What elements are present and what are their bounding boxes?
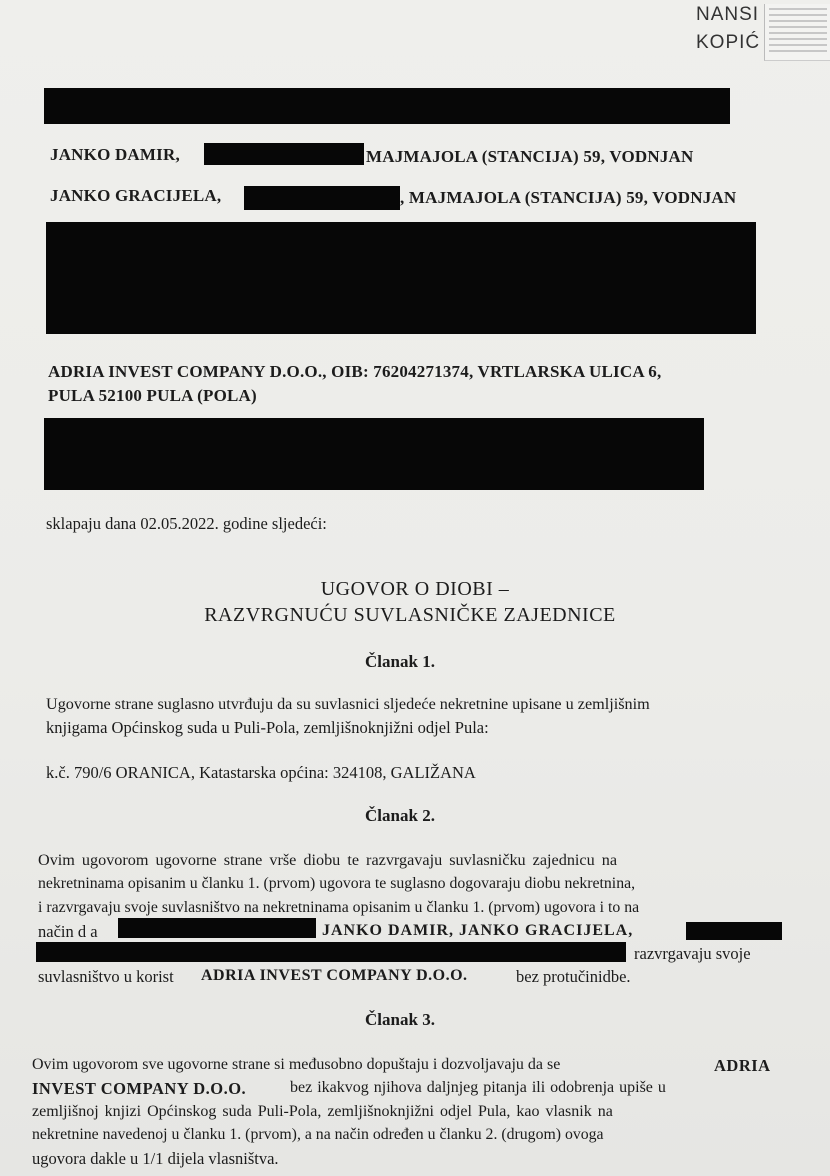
article-2-line-5-end: razvrgavaju svoje <box>634 944 751 963</box>
contract-title-line-2: RAZVRGNUĆU SUVLASNIČKE ZAJEDNICE <box>204 604 616 626</box>
intro-text: sklapaju dana 02.05.2022. godine sljedeći: <box>46 514 327 533</box>
article-1-property: k.č. 790/6 ORANICA, Katastarska općina: 324108, GALIŽANA <box>46 763 476 782</box>
redaction-bar <box>44 418 704 490</box>
party-1-name: JANKO DAMIR, <box>50 145 180 164</box>
article-2-line-2: nekretninama opisanim u članku 1. (prvom) ugovora te suglasno dogovaraju diobu nekretnina, <box>38 875 636 892</box>
contract-title-line-1: UGOVOR O DIOBI – <box>320 578 510 600</box>
redaction-bar <box>46 222 756 334</box>
article-3-line-3: zemljišnoj knjizi Općinskog suda Puli-Pola, zemljišnoknjižni odjel Pula, kao vlasnik na <box>32 1103 613 1120</box>
article-3-line-2-end: bez ikakvog njihova daljnjeg pitanja ili odobrenja upiše u <box>290 1079 666 1096</box>
article-3-company-part-1: ADRIA <box>714 1056 771 1075</box>
article-2-heading: Članak 2. <box>365 806 435 825</box>
party-2-name: JANKO GRACIJELA, <box>50 186 222 205</box>
article-2-line-6-start: suvlasništvo u korist <box>38 967 174 986</box>
redaction-bar <box>204 143 364 165</box>
company-line-2: PULA 52100 PULA (POLA) <box>48 386 257 405</box>
article-2-line-1: Ovim ugovorom ugovorne strane vrše diobu te razvrgavaju suvlasničku zajednicu na <box>38 851 618 869</box>
article-1-line-1: Ugovorne strane suglasno utvrđuju da su suvlasnici sljedeće nekretnine upisane u zemljišnim <box>46 695 650 713</box>
stamp-seal <box>764 4 830 61</box>
article-3-line-5: ugovora dakle u 1/1 dijela vlasništva. <box>32 1149 279 1168</box>
stamp-name-line2: KOPIĆ <box>696 32 761 53</box>
article-1-heading: Članak 1. <box>365 652 435 671</box>
redaction-bar <box>36 942 626 962</box>
article-3-company-part-2: INVEST COMPANY D.O.O. <box>32 1079 247 1098</box>
article-2-names: JANKO DAMIR, JANKO GRACIJELA, <box>322 922 634 939</box>
stamp-name-line1: NANSI <box>696 4 760 25</box>
article-2-company: ADRIA INVEST COMPANY D.O.O. <box>201 967 468 984</box>
party-1-address: MAJMAJOLA (STANCIJA) 59, VODNJAN <box>366 147 694 166</box>
redaction-bar <box>44 88 730 124</box>
redaction-bar <box>244 186 400 210</box>
company-line-1: ADRIA INVEST COMPANY D.O.O., OIB: 76204271374, VRTLARSKA ULICA 6, <box>48 362 662 381</box>
article-2-line-6-end: bez protučinidbe. <box>516 967 631 986</box>
article-2-line-3: i razvrgavaju svoje suvlasništvo na nekretninama opisanim u članku 1. (prvom) ugovora i to na <box>38 899 640 916</box>
party-2-address: , MAJMAJOLA (STANCIJA) 59, VODNJAN <box>400 188 737 207</box>
article-2-line-4-start: način d a <box>38 922 98 941</box>
redaction-bar <box>118 918 316 938</box>
article-3-line-4: nekretnine navedenoj u članku 1. (prvom), a na način određen u članku 2. (drugom) ovoga <box>32 1126 604 1143</box>
article-3-line-1-start: Ovim ugovorom sve ugovorne strane si međusobno dopuštaju i dozvoljavaju da se <box>32 1056 561 1073</box>
article-3-heading: Članak 3. <box>365 1010 435 1029</box>
article-1-line-2: knjigama Općinskog suda u Puli-Pola, zemljišnoknjižni odjel Pula: <box>46 718 489 737</box>
redaction-bar <box>686 922 782 940</box>
